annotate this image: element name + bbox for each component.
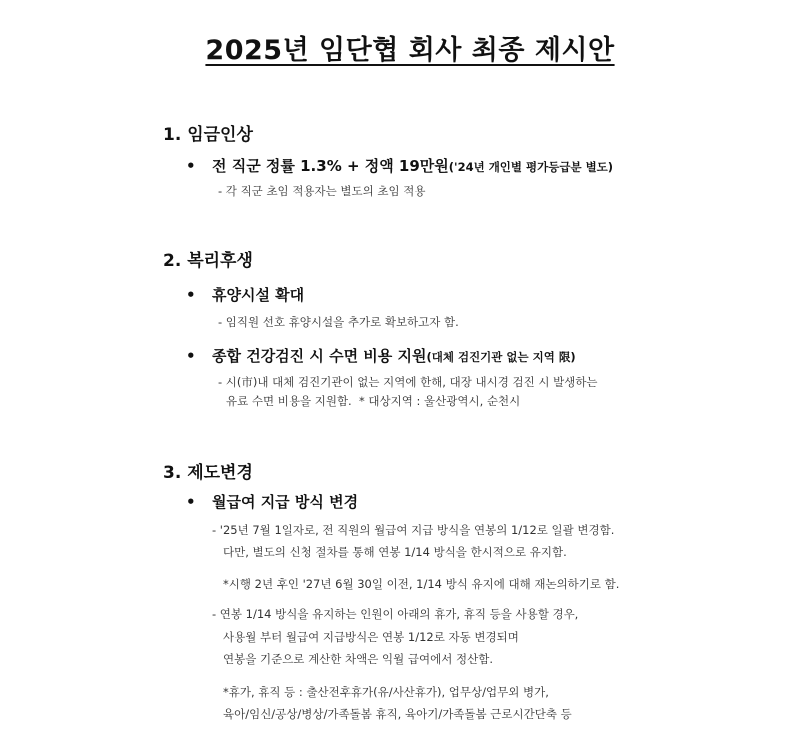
bullet-text: 전 직군 정률 1.3% + 정액 19만원 <box>212 157 449 175</box>
detail-salary-line-5: 사용월 부터 월급여 지급방식은 연봉 1/12로 자동 변경되며 <box>223 630 519 644</box>
detail-salary-line-1: - '25년 7월 1일자로, 전 직원의 월급여 지급 방식을 연봉의 1/12로 일괄 변경함. <box>212 523 615 537</box>
bullet-dot: • <box>186 347 196 365</box>
bullet-note: ('24년 개인별 평가등급분 별도) <box>448 160 614 174</box>
bullet-dot: • <box>186 157 196 175</box>
bullet-health-checkup <box>186 345 576 366</box>
detail-wage: - 각 직군 초임 적용자는 별도의 초임 적용 <box>218 184 426 198</box>
detail-salary-line-4: - 연봉 1/14 방식을 유지하는 인원이 아래의 휴가, 휴직 등을 사용할 경우, <box>212 607 579 621</box>
section-title-welfare: 2. 복리후생 <box>163 251 253 271</box>
bullet-note: (대체 검진기관 없는 지역 限) <box>426 350 576 364</box>
detail-health-line-2: 유료 수면 비용을 지원함. * 대상지역 : 울산광역시, 순천시 <box>226 394 521 408</box>
detail-salary-line-6: 연봉을 기준으로 계산한 차액은 익월 급여에서 정산함. <box>223 652 493 666</box>
document-title: 2025년 임단협 회사 최종 제시안 <box>205 35 615 66</box>
detail-salary-line-3: *시행 2년 후인 '27년 6월 30일 이전, 1/14 방식 유지에 대해 재논의하기로 함. <box>223 577 620 591</box>
detail-salary-line-8: 육아/임신/공상/병상/가족돌봄 휴직, 육아기/가족돌봄 근로시간단축 등 <box>223 707 572 721</box>
section-title-system-change: 3. 제도변경 <box>163 463 253 483</box>
detail-health-line-1: - 시(市)내 대체 검진기관이 없는 지역에 한해, 대장 내시경 검진 시 발생하는 <box>218 375 598 389</box>
bullet-resort-expansion <box>186 284 304 305</box>
bullet-text: 휴양시설 확대 <box>212 286 305 304</box>
section-title-wage: 1. 임금인상 <box>163 125 253 145</box>
bullet-salary-payment <box>186 491 358 512</box>
detail-salary-line-2: 다만, 별도의 신청 절차를 통해 연봉 1/14 방식을 한시적으로 유지함. <box>223 545 567 559</box>
bullet-dot: • <box>186 286 196 304</box>
bullet-text: 종합 건강검진 시 수면 비용 지원 <box>212 347 427 365</box>
bullet-dot: • <box>186 493 196 511</box>
bullet-text: 월급여 지급 방식 변경 <box>212 493 359 511</box>
detail-resort: - 임직원 선호 휴양시설을 추가로 확보하고자 함. <box>218 315 459 329</box>
bullet-wage-increase <box>186 155 613 176</box>
detail-salary-line-7: *휴가, 휴직 등 : 출산전후휴가(유/사산휴가), 업무상/업무외 병가, <box>223 685 549 699</box>
